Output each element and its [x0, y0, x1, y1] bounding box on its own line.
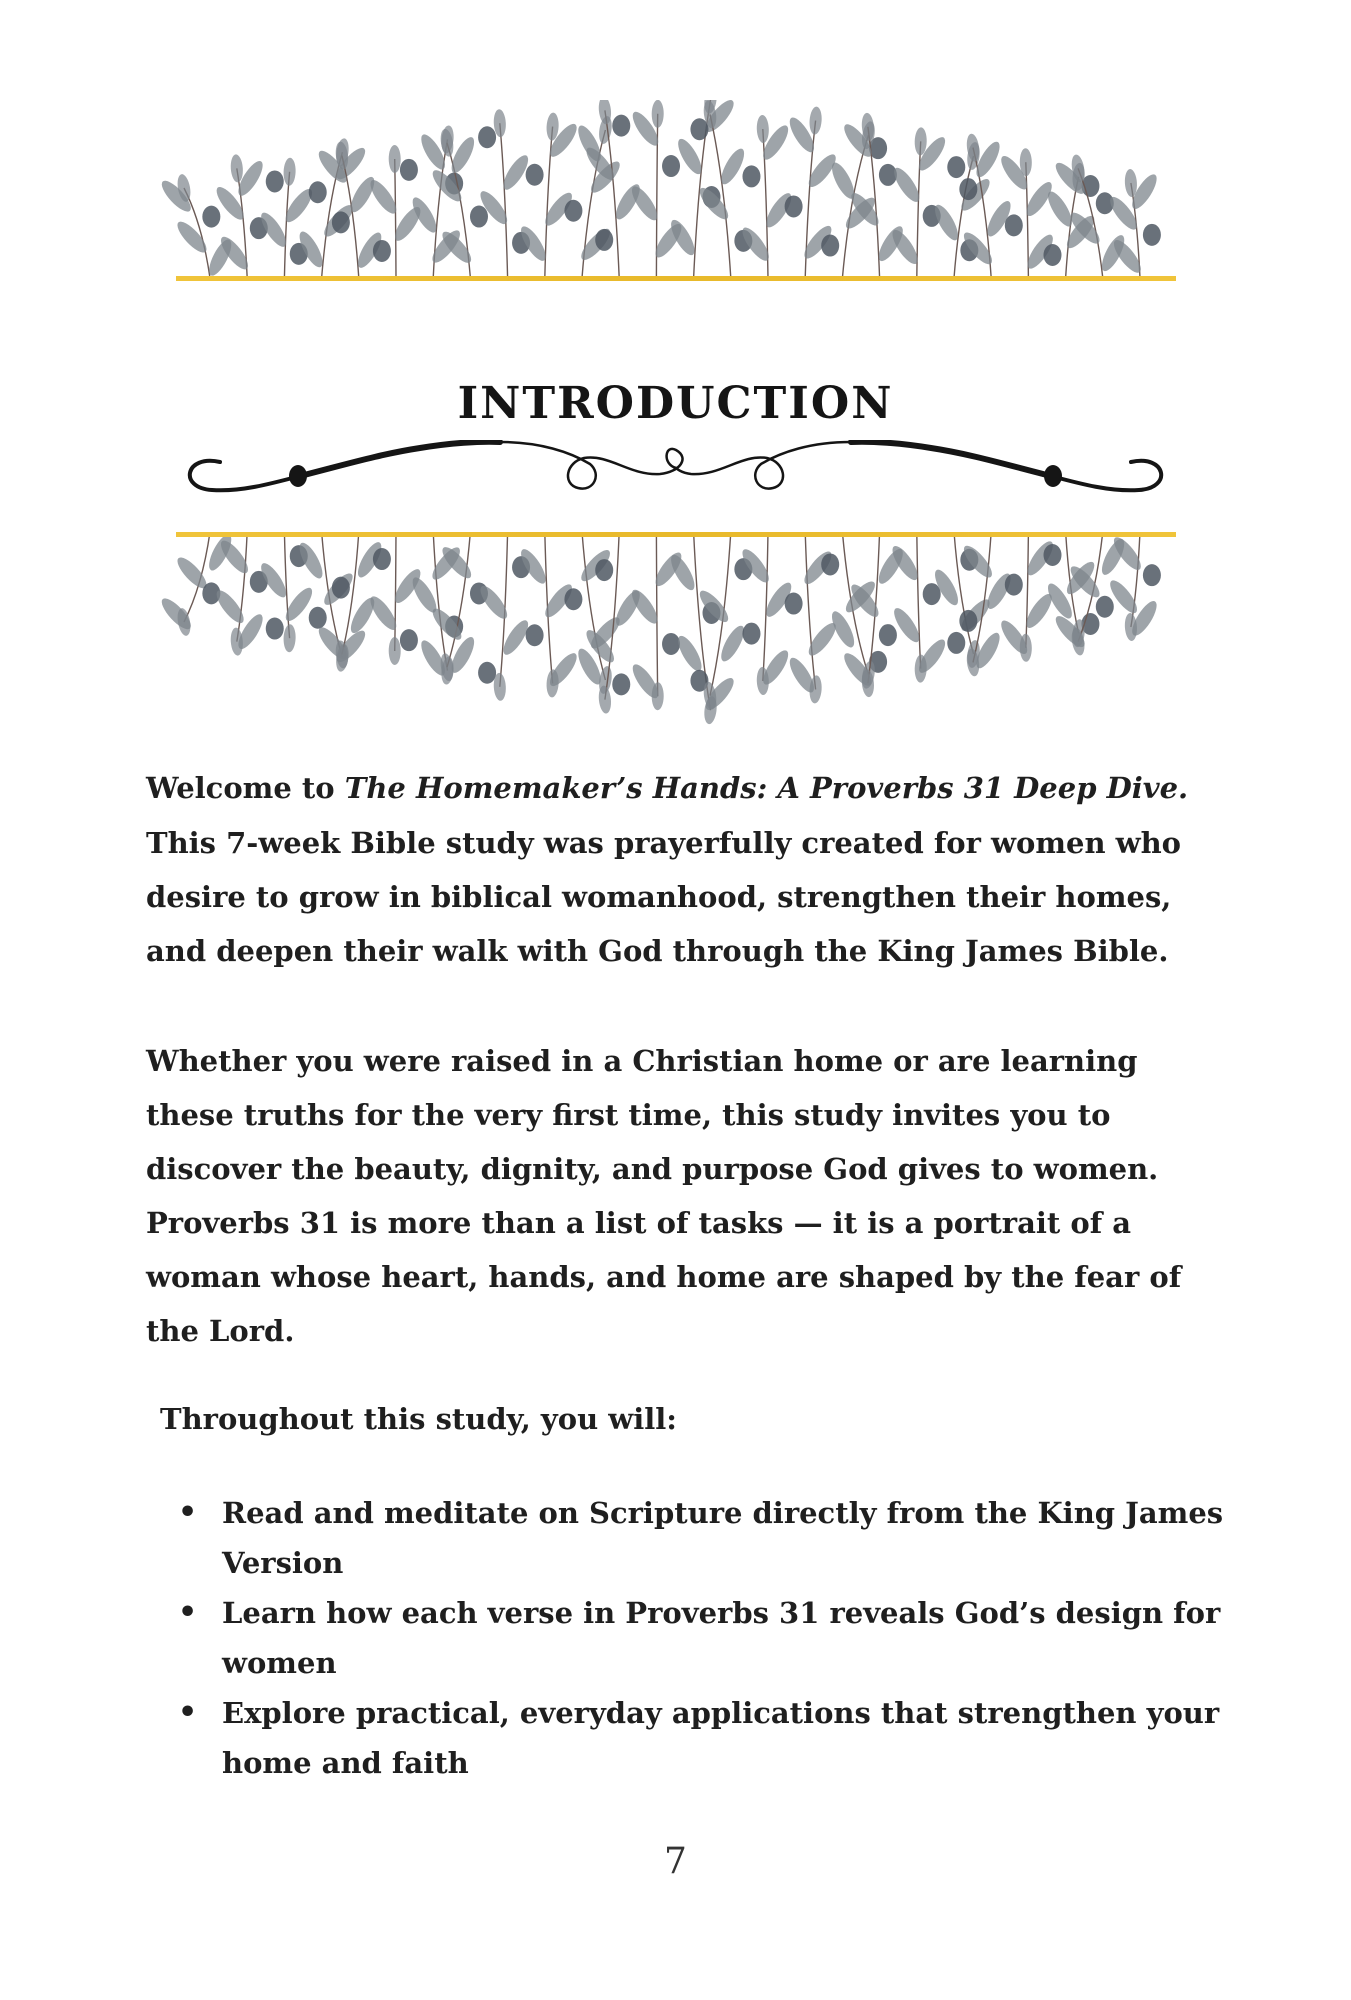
top-foliage-decoration: [0, 100, 1351, 300]
welcome-line: [146, 761, 1226, 815]
book-title: The Homemaker’s Hands: A Proverbs 31 Deep Dive.: [344, 771, 1189, 805]
intro-paragraph: This 7-week Bible study was prayerfully created for women who desire to grow in biblical womanhood, strengthen their homes, and deepen their walk with God through the King James Bible.: [146, 826, 1182, 968]
study-goals-list: [146, 1488, 1226, 1788]
list-item: • Learn how each verse in Proverbs 31 reveals God’s design for women: [146, 1588, 1226, 1688]
list-intro: Throughout this study, you will:: [160, 1402, 678, 1436]
bottom-foliage-decoration: [0, 532, 1351, 732]
purpose-paragraph: Whether you were raised in a Christian home or are learning these truths for the very first time, this study invites you to discover the beauty, dignity, and purpose God gives to women. Proverbs 31 is more than a list of tasks — it is a portrait of a woman whose heart, hands, and home are shaped by the fear of the Lord.: [146, 1044, 1182, 1348]
welcome-prefix: Welcome to: [146, 771, 345, 805]
title-flourish-ornament: [0, 440, 1351, 520]
list-item: • Explore practical, everyday applications that strengthen your home and faith: [146, 1688, 1226, 1788]
page-number: 7: [664, 1841, 687, 1882]
list-item: • Read and meditate on Scripture directly from the King James Version: [146, 1488, 1226, 1588]
page-title: INTRODUCTION: [457, 378, 894, 429]
